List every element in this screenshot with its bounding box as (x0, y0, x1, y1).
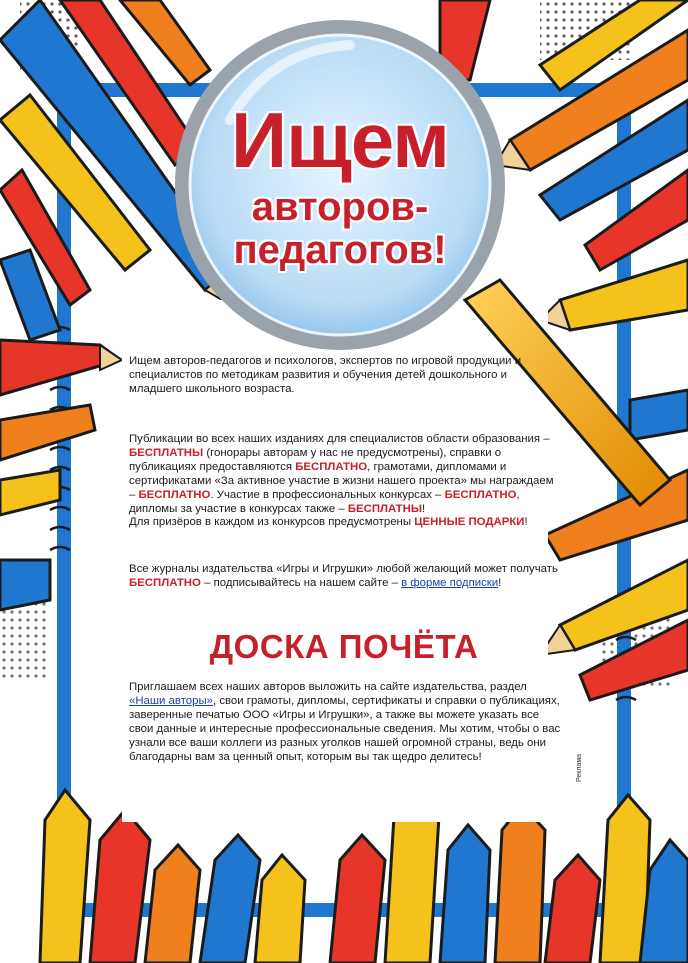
ad-label: Реклама (576, 753, 583, 782)
publications-free-4: БЕСПЛАТНО (444, 488, 517, 501)
prizes-text: Для призёров в каждом из конкурсов предусмотрены (129, 516, 415, 529)
honor-board-title: ДОСКА ПОЧЁТА (209, 628, 479, 665)
journals-text-2: – подписывайтесь на нашем сайте – (200, 576, 402, 589)
headline-line-2: авторов- (251, 185, 429, 229)
publications-paragraph (129, 433, 561, 530)
headline-line-3: педагогов! (233, 228, 447, 272)
our-authors-link[interactable]: «Наши авторы» (129, 694, 213, 707)
publications-text-2: (гонорары авторам у нас не предусмотрены), справки о публикациях предоставляются (129, 446, 502, 473)
journals-text-1: Все журналы издательства «Игры и Игрушки» любой желающий может получать (129, 563, 558, 575)
publications-free-3: БЕСПЛАТНО (138, 488, 211, 501)
honor-board-text-1: Приглашаем всех наших авторов выложить на сайте издательства, раздел (129, 681, 527, 693)
journals-free: БЕСПЛАТНО (129, 576, 201, 589)
prizes-highlight: ЦЕННЫЕ ПОДАРКИ (414, 516, 525, 529)
publications-free-5: БЕСПЛАТНЫ (347, 502, 423, 515)
publications-text-1: Публикации во всех наших изданиях для специалистов области образования – (129, 433, 550, 445)
publications-text-3: , грамотами, дипломами и сертификатами «За активное участие в жизни нашего проекта» мы награждаем – (129, 460, 554, 501)
journals-paragraph (129, 563, 561, 591)
journals-end: ! (498, 576, 502, 589)
publications-text-4: . Участие в профессиональных конкурсах – (210, 488, 445, 501)
publications-free-2: БЕСПЛАТНО (295, 460, 368, 473)
headline-line-1: Ищем (231, 96, 449, 184)
honor-board-paragraph (129, 681, 561, 764)
publications-text-6: ! (422, 502, 426, 515)
publications-free-1: БЕСПЛАТНЫ (129, 446, 204, 459)
honor-board-text-2: , свои грамоты, дипломы, сертификаты и справки о публикациях, заверенные печатью ООО «Игры и Игрушки», а также вы можете указать все свои данные и интересные профессиональные сведения. Мы хотим, чтобы о вас узнали все ваши коллеги из разных уголков нашей огромной страны, ведь они благодарны вам за ценный опыт, которым вы так щедро делитесь! (129, 694, 561, 763)
intro-paragraph: Ищем авторов-педагогов и психологов, экспертов по игровой продукции и специалистов по методикам развития и обучения детей дошкольного и младшего школьного возраста. (129, 355, 522, 395)
publications-text-5: , дипломы за участие в конкурсах также – (129, 488, 520, 515)
subscription-form-link[interactable]: в форме подписки (401, 576, 499, 589)
prizes-end: ! (524, 516, 528, 529)
